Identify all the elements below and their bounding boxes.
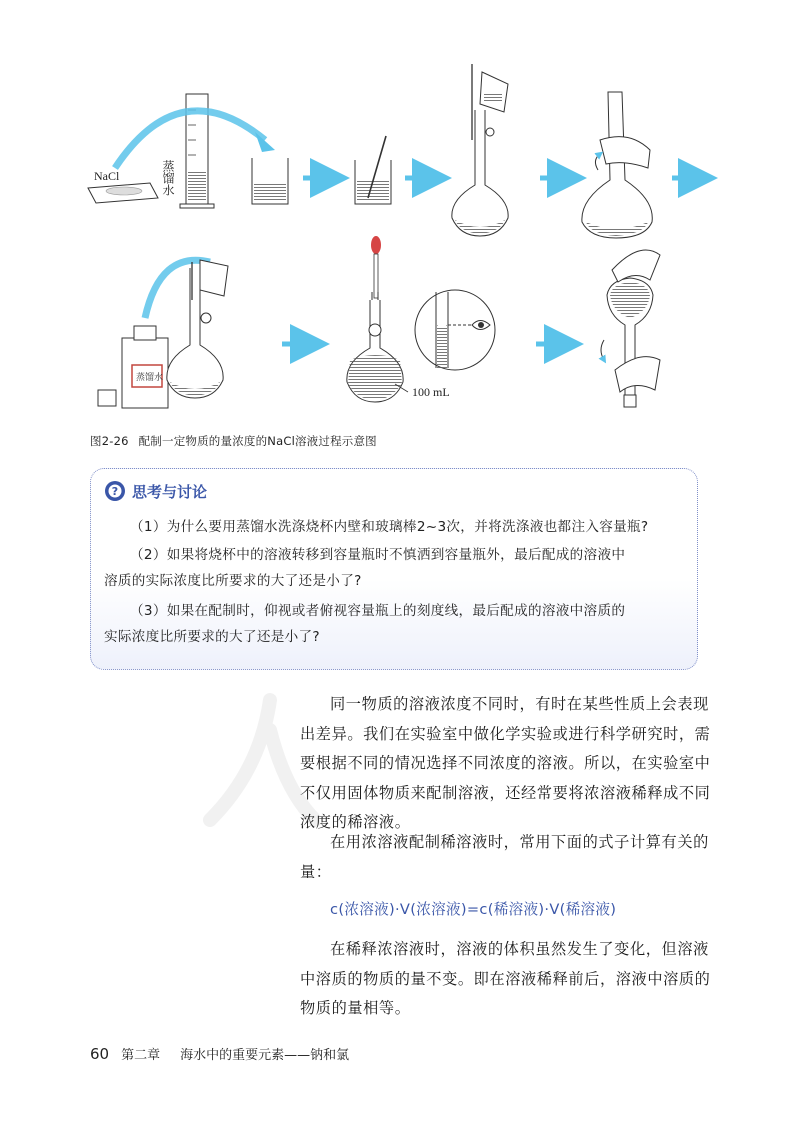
paragraph-3: 在稀释浓溶液时，溶液的体积虽然发生了变化，但溶液中溶质的物质的量不变。即在溶液稀释前后，溶液中溶质的物质的量相等。 bbox=[300, 940, 711, 1017]
wash-bottle bbox=[122, 326, 168, 408]
distilled-water-label: 蒸馏水 bbox=[161, 160, 175, 196]
paragraph-2: 在用浓溶液配制稀溶液时，常用下面的式子计算有关的量： bbox=[300, 833, 709, 881]
discussion-header bbox=[104, 479, 207, 503]
question-2: （2）如果将烧杯中的溶液转移到容量瓶时不慎洒到容量瓶外，最后配成的溶液中 溶质的实际浓度比所要求的大了还是小了? bbox=[104, 547, 626, 589]
dilution-formula: c(浓溶液)·V(浓溶液)=c(稀溶液)·V(稀溶液) bbox=[330, 901, 617, 918]
figure-number: 图2-26 bbox=[90, 434, 129, 448]
bottle-cap bbox=[98, 390, 116, 406]
chapter-label: 第二章 bbox=[121, 1048, 161, 1063]
chapter-title: 海水中的重要元素——钠和氯 bbox=[180, 1048, 350, 1063]
beaker-1 bbox=[252, 158, 288, 204]
nacl-label: NaCl bbox=[94, 169, 120, 183]
volumetric-flask-inverted bbox=[601, 250, 660, 407]
figure-caption-text: 配制一定物质的量浓度的NaCl溶液过程示意图 bbox=[138, 434, 377, 448]
svg-text:?: ? bbox=[111, 485, 119, 498]
volumetric-flask-1 bbox=[452, 64, 508, 236]
volumetric-flask-3 bbox=[167, 260, 228, 398]
volumetric-flask-4 bbox=[347, 292, 403, 402]
nacl-on-paper bbox=[88, 169, 158, 203]
page-footer bbox=[90, 1044, 349, 1063]
question-bubble-icon bbox=[104, 480, 126, 502]
volumetric-flask-2 bbox=[582, 92, 652, 238]
beaker-stirring bbox=[355, 136, 391, 204]
page-number: 60 bbox=[90, 1045, 110, 1063]
question-3: （3）如果在配制时，仰视或者俯视容量瓶上的刻度线，最后配成的溶液中溶质的 实际浓度比所要求的大了还是小了? bbox=[104, 603, 626, 645]
question-1: （1）为什么要用蒸馏水洗涤烧杯内壁和玻璃棒2~3次，并将洗涤液也都注入容量瓶? bbox=[130, 519, 649, 535]
volume-label: 100 mL bbox=[412, 385, 450, 399]
discussion-title: 思考与讨论 bbox=[132, 482, 208, 501]
bottle-label: 蒸馏水 bbox=[136, 372, 164, 382]
figure-caption bbox=[90, 433, 377, 449]
paragraph-1: 同一物质的溶液浓度不同时，有时在某些性质上会表现出差异。我们在实验室中做化学实验或进行科学研究时，需要根据不同的情况选择不同浓度的溶液。所以，在实验室中不仅用固体物质来配制溶液，还经常要将浓溶液稀释成不同浓度的稀溶液。 bbox=[300, 695, 711, 831]
magnified-meniscus bbox=[415, 290, 495, 370]
dropper bbox=[371, 236, 381, 298]
procedure-figure bbox=[0, 0, 800, 430]
